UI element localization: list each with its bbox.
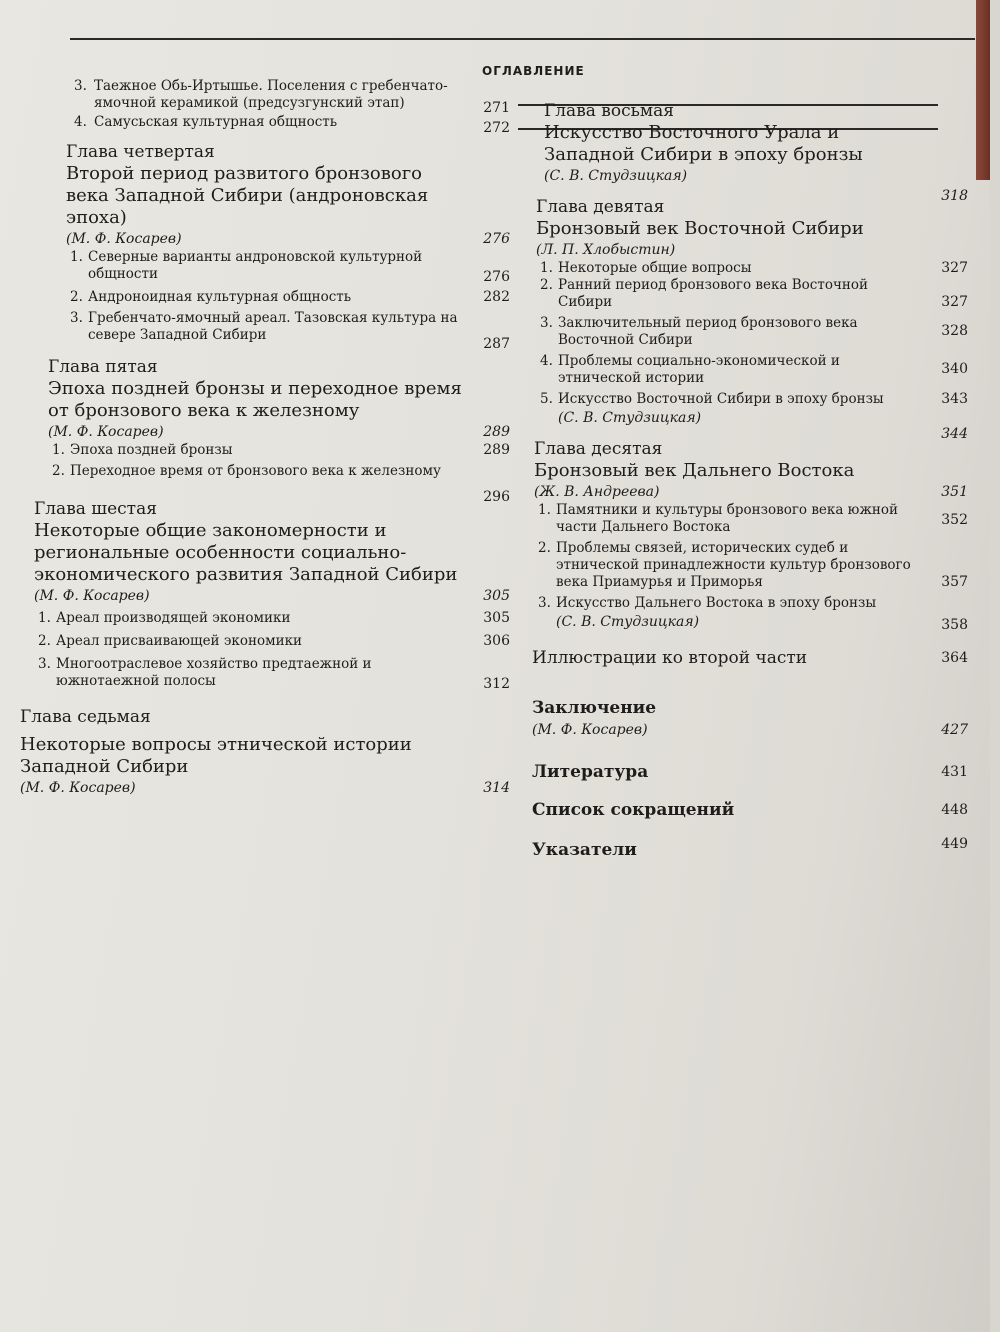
page-number: 289	[483, 442, 510, 458]
toc-item: 3. Многоотраслевое хозяйство предтаежной и южнотаежной полосы 312	[38, 656, 510, 692]
page-number: 358	[941, 617, 968, 633]
chapter-title: Некоторые общие закономерности и региональные особенности социально-экономического развития Западной Сибири	[34, 520, 458, 585]
page-number: 327	[941, 294, 968, 310]
chapter-8	[532, 100, 968, 204]
chapter-5	[14, 356, 514, 505]
page-number: 318	[941, 188, 968, 204]
page-number: 305	[483, 610, 510, 626]
toc-entry-illustrations: Иллюстрации ко второй части 364	[532, 648, 968, 668]
chapter-title: Бронзовый век Восточной Сибири	[536, 218, 864, 239]
toc-item: 1. Ареал производящей экономики 305	[38, 610, 510, 626]
page-number: 271	[483, 100, 510, 116]
page-number: 287	[483, 336, 510, 352]
chapter-author: (М. Ф. Косарев) 314	[20, 780, 510, 796]
page-number: 352	[941, 512, 968, 528]
page-number: 312	[483, 676, 510, 692]
toc-item: 2. Ареал присваивающей экономики 306	[38, 633, 510, 649]
chapter-title: Некоторые вопросы этнической истории Западной Сибири	[20, 734, 412, 777]
page-number: 314	[483, 780, 510, 796]
page-number: 328	[941, 323, 968, 339]
page-number: 427	[941, 722, 968, 738]
toc-item: 3. Заключительный период бронзового века Восточной Сибири 328	[540, 315, 968, 348]
toc-item: 1. Памятники и культуры бронзового века южной части Дальнего Востока 352	[538, 502, 968, 535]
chapter-label: Глава шестая	[34, 499, 157, 519]
chapter-6	[14, 498, 514, 690]
page-number: 305	[483, 588, 510, 604]
toc-item: 1. Северные варианты андроновской культурной общности 276	[70, 249, 510, 285]
page-number: 431	[941, 764, 968, 780]
toc-item: 1. Некоторые общие вопросы 327	[540, 260, 968, 276]
chapter-title: Второй период развитого бронзового века Западной Сибири (андроновская эпоха)	[66, 163, 429, 228]
chapter-label: Глава седьмая	[20, 707, 151, 727]
page-number: 364	[941, 650, 968, 666]
page-number: 282	[483, 289, 510, 305]
chapter-title: Бронзовый век Дальнего Востока	[534, 460, 855, 481]
page-number: 306	[483, 633, 510, 649]
toc-entry-conclusion: Заключение	[532, 698, 657, 718]
chapter-author: (М. Ф. Косарев) 305	[34, 588, 510, 604]
chapter-author: (М. Ф. Косарев) 276	[66, 231, 510, 247]
chapter-author: (М. Ф. Косарев) 427	[532, 722, 968, 738]
page-number: 276	[483, 231, 510, 247]
toc-item: 2. Ранний период бронзового века Восточной Сибири 327	[540, 277, 968, 310]
chapter-7	[14, 706, 514, 798]
toc-entry-abbreviations: Список сокращений 448	[532, 800, 968, 820]
page-number: 351	[941, 484, 968, 500]
book-cover-edge	[976, 0, 990, 180]
page-number: 340	[941, 361, 968, 377]
toc-item: 1. Эпоха поздней бронзы 289	[52, 442, 510, 458]
page-number: 357	[941, 574, 968, 590]
page-number: 344	[941, 426, 968, 442]
chapter-10	[532, 438, 968, 633]
chapter-label: Глава пятая	[48, 357, 158, 377]
chapter-label: Глава восьмая	[544, 101, 674, 121]
chapter-author: (С. В. Студзицкая) 344	[558, 410, 968, 442]
toc-entry-literature: Литература 431	[532, 762, 968, 782]
page-number: 276	[483, 269, 510, 285]
toc-item: 4. Проблемы социально-экономической и этнической истории 340	[540, 353, 968, 386]
toc-item: 4. Самусьская культурная общность 271 272	[74, 100, 510, 136]
page-number: 449	[941, 836, 968, 852]
chapter-label: Глава четвертая	[66, 142, 215, 162]
toc-item: 3. Гребенчато-ямочный ареал. Тазовская культура на севере Западной Сибири 287	[70, 310, 510, 352]
page-number: 296	[483, 489, 510, 505]
header-rule-top	[70, 38, 975, 40]
page-number: 272	[483, 120, 510, 136]
page-number: 289	[483, 424, 510, 440]
toc-entry-indexes: Указатели 449	[532, 838, 962, 862]
page-number: 343	[941, 391, 968, 407]
chapter-title: Искусство Восточного Урала и Западной Сибири в эпоху бронзы	[544, 122, 863, 165]
chapter-4	[14, 141, 514, 352]
chapter-label: Глава десятая	[534, 439, 663, 459]
toc-item: 2. Переходное время от бронзового века к железному 296	[52, 463, 510, 505]
toc-item: 5. Искусство Восточной Сибири в эпоху бронзы 343	[540, 391, 968, 407]
page-number: 327	[941, 260, 968, 276]
toc-item: 3. Искусство Дальнего Востока в эпоху бронзы 358	[538, 595, 968, 633]
toc-item: 2. Андроноидная культурная общность 282	[70, 289, 510, 305]
toc-item: 2. Проблемы связей, исторических судеб и этнической принадлежности культур бронзового века Приамурья и Приморья 357	[538, 540, 968, 590]
chapter-title: Эпоха поздней бронзы и переходное время от бронзового века к железному	[48, 378, 462, 421]
header-title: ОГЛАВЛЕНИЕ	[482, 64, 585, 78]
chapter-author: (С. В. Студзицкая)	[556, 614, 700, 630]
chapter-author: (Ж. В. Андреева) 351	[534, 484, 968, 500]
page-number: 448	[941, 802, 968, 818]
chapter-author: (Л. П. Хлобыстин)	[536, 242, 676, 258]
toc-item: 3. Таежное Обь-Иртышье. Поселения с гребенчато-ямочной керамикой (предсузгунский этап)	[74, 78, 448, 111]
toc-left-column	[14, 78, 514, 798]
chapter-author: (С. В. Студзицкая) 318	[544, 168, 968, 204]
toc-right-column	[532, 100, 968, 862]
chapter-author: (М. Ф. Косарев) 289	[48, 424, 510, 440]
chapter-label: Глава девятая	[536, 197, 665, 217]
